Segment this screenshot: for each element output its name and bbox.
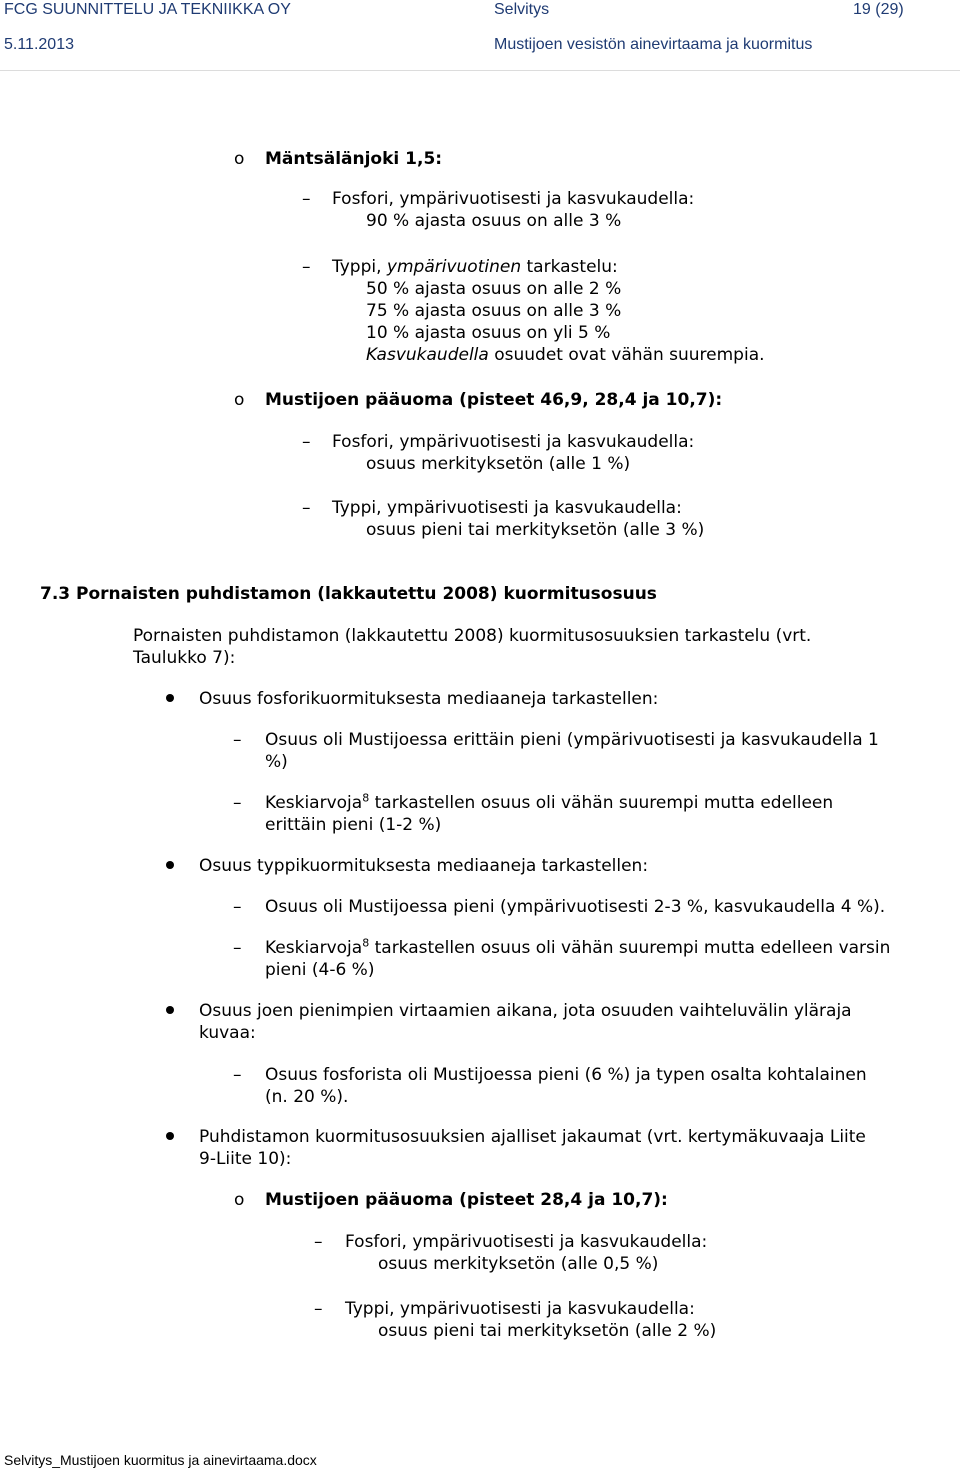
text-line: Osuus oli Mustijoessa pieni (ympärivuotisesti 2-3 %, kasvukaudella 4 %). — [265, 897, 886, 917]
circle-bullet: o — [234, 1190, 245, 1210]
text-line: osuus merkityksetön (alle 0,5 %) — [378, 1254, 659, 1274]
circle-bullet: o — [234, 390, 245, 410]
dash-marker: – — [302, 432, 311, 452]
text-line: 50 % ajasta osuus on alle 2 % — [366, 279, 622, 299]
bullet-text: Osuus fosforikuormituksesta mediaaneja tarkastellen: — [199, 689, 659, 709]
section-heading: 7.3 Pornaisten puhdistamon (lakkautettu 2008) kuormitusosuus — [40, 584, 657, 604]
text-line: Keskiarvoja$^8$ tarkastellen osuus oli vähän suurempi mutta edelleen — [265, 791, 834, 813]
bullet-text: Osuus typpikuormituksesta mediaaneja tarkastellen: — [199, 856, 649, 876]
text-line: %) — [265, 752, 288, 772]
bullet-dot — [166, 1132, 174, 1140]
text-line: Typpi, ympärivuotisesti ja kasvukaudella: — [345, 1299, 695, 1319]
header-divider — [0, 70, 960, 71]
circle-bullet: o — [234, 149, 245, 169]
header-page-number: 19 (29) — [853, 1, 904, 18]
text-line: Fosfori, ympärivuotisesti ja kasvukaudella: — [332, 432, 695, 452]
dash-marker: – — [233, 730, 242, 750]
text-line: 75 % ajasta osuus on alle 3 % — [366, 301, 622, 321]
text-line: pieni (4-6 %) — [265, 960, 375, 980]
bullet-dot — [166, 694, 174, 702]
text-line: erittäin pieni (1-2 %) — [265, 815, 442, 835]
header-subtitle: Mustijoen vesistön ainevirtaama ja kuormitus — [494, 36, 813, 53]
header-doc-type: Selvitys — [494, 1, 550, 18]
text-line: osuus merkityksetön (alle 1 %) — [366, 454, 631, 474]
bullet-dot — [166, 1006, 174, 1014]
text-line: Typpi, ympärivuotisesti ja kasvukaudella: — [332, 498, 682, 518]
bullet-text: Puhdistamon kuormitusosuuksien ajalliset jakaumat (vrt. kertymäkuvaaja Liite — [199, 1127, 866, 1147]
text-line: osuus pieni tai merkityksetön (alle 3 %) — [366, 520, 705, 540]
subheading-mantsalanjoki: Mäntsälänjoki 1,5: — [265, 149, 443, 169]
dash-marker: – — [233, 793, 242, 813]
bullet-text: kuvaa: — [199, 1023, 256, 1043]
dash-marker: – — [233, 938, 242, 958]
dash-marker: – — [233, 1065, 242, 1085]
text-line: 90 % ajasta osuus on alle 3 % — [366, 211, 622, 231]
text-line: Osuus oli Mustijoessa erittäin pieni (ympärivuotisesti ja kasvukaudella 1 — [265, 730, 879, 750]
dash-marker: – — [302, 498, 311, 518]
intro-text: Pornaisten puhdistamon (lakkautettu 2008) kuormitusosuuksien tarkastelu (vrt. — [133, 626, 812, 646]
text-line: Fosfori, ympärivuotisesti ja kasvukaudella: — [332, 189, 695, 209]
text-line: 10 % ajasta osuus on yli 5 % — [366, 323, 611, 343]
bullet-dot — [166, 861, 174, 869]
footer-filename: Selvitys_Mustijoen kuormitus ja ainevirtaama.docx — [4, 1452, 317, 1468]
subheading-mustijoen-paauoma: Mustijoen pääuoma (pisteet 46,9, 28,4 ja 10,7): — [265, 390, 723, 410]
text-line: osuus pieni tai merkityksetön (alle 2 %) — [378, 1321, 717, 1341]
text-line: Osuus fosforista oli Mustijoessa pieni (6 %) ja typen osalta kohtalainen — [265, 1065, 867, 1085]
text-line: Kasvukaudella osuudet ovat vähän suurempia. — [366, 345, 765, 365]
intro-text: Taulukko 7): — [133, 648, 236, 668]
header-company: FCG SUUNNITTELU JA TEKNIIKKA OY — [4, 1, 291, 18]
dash-marker: – — [233, 897, 242, 917]
dash-marker: – — [302, 189, 311, 209]
text-line: (n. 20 %). — [265, 1087, 349, 1107]
dash-marker: – — [314, 1299, 323, 1319]
text-line: Keskiarvoja$^8$ tarkastellen osuus oli vähän suurempi mutta edelleen varsin — [265, 936, 891, 958]
text-line: Fosfori, ympärivuotisesti ja kasvukaudella: — [345, 1232, 708, 1252]
bullet-text: Osuus joen pienimpien virtaamien aikana, jota osuuden vaihteluvälin yläraja — [199, 1001, 852, 1021]
dash-marker: – — [302, 257, 311, 277]
text-line: Typpi, ympärivuotinen tarkastelu: — [332, 257, 618, 277]
dash-marker: – — [314, 1232, 323, 1252]
subheading-mustijoen-paauoma-2: Mustijoen pääuoma (pisteet 28,4 ja 10,7): — [265, 1190, 668, 1210]
bullet-text: 9-Liite 10): — [199, 1149, 292, 1169]
header-date: 5.11.2013 — [4, 36, 74, 53]
